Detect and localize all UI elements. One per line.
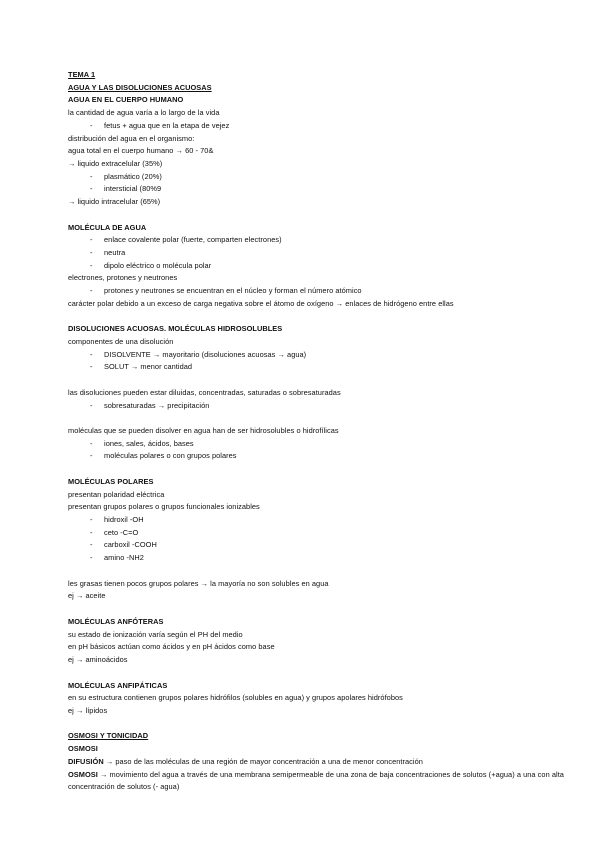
heading-molecula-agua: MOLÉCULA DE AGUA <box>68 222 147 232</box>
bullet-item <box>68 361 573 374</box>
text-line: en pH básicos actúan como ácidos y en pH ácidos como base <box>68 642 275 652</box>
text-line: ej → aminoácidos <box>68 655 128 664</box>
bullet-text: moléculas polares o con grupos polares <box>104 451 237 461</box>
bullet-item <box>68 514 573 527</box>
text-line: presentan polaridad eléctrica <box>68 489 165 499</box>
bullet-text: carboxil -COOH <box>104 540 157 550</box>
bullet-item <box>68 349 573 362</box>
bullet-dash: - <box>90 260 93 270</box>
bullet-item <box>68 120 573 133</box>
bullet-text: protones y neutrones se encuentran en el núcleo y forman el número atómico <box>104 286 362 296</box>
definition-difusion <box>68 756 573 769</box>
bullet-text: neutra <box>104 247 126 257</box>
text-line: → liquido extracelular (35%) <box>68 158 163 168</box>
text-line: en su estructura contienen grupos polares hidrófilos (solubles en agua) y grupos apolares hidrófobos <box>68 693 403 703</box>
bullet-text: hidroxil -OH <box>104 515 144 525</box>
bullet-dash: - <box>90 451 93 461</box>
definition-text: → paso de las moléculas de una región de mayor concentración a una de menor concentración <box>103 756 423 766</box>
bullet-text: SOLUT → menor cantidad <box>104 362 193 372</box>
bullet-item <box>68 552 573 565</box>
heading-osmosi-tonicidad: OSMOSI Y TONICIDAD <box>68 731 149 741</box>
bullet-dash: - <box>90 235 93 245</box>
bullet-text: plasmático (20%) <box>104 171 162 181</box>
bullet-item <box>68 539 573 552</box>
heading-moleculas-anfoteras: MOLÉCULAS ANFÓTERAS <box>68 616 164 626</box>
bullet-dash: - <box>90 553 93 563</box>
bullet-text: fetus + agua que en la etapa de vejez <box>104 120 230 130</box>
bullet-dash: - <box>90 286 93 296</box>
bullet-item <box>68 527 573 540</box>
bullet-text: amino -NH2 <box>104 553 144 563</box>
text-line: → liquido intracelular (65%) <box>68 197 161 207</box>
bullet-dash: - <box>90 120 93 130</box>
subheading-osmosi: OSMOSI <box>68 744 98 754</box>
bullet-item <box>68 234 573 247</box>
text-line: su estado de ionización varía según el PH del medio <box>68 629 243 639</box>
text-line: las disoluciones pueden estar diluidas, concentradas, saturadas o sobresaturadas <box>68 387 341 397</box>
text-line: la cantidad de agua varía a lo largo de la vida <box>68 108 220 118</box>
bullet-item <box>68 438 573 451</box>
heading-moleculas-anfipaticas: MOLÉCULAS ANFIPÁTICAS <box>68 680 168 690</box>
text-line: ej → aceite <box>68 591 106 601</box>
bullet-text: dipolo eléctrico o molécula polar <box>104 260 212 270</box>
heading-agua-cuerpo: AGUA EN EL CUERPO HUMANO <box>68 95 184 105</box>
bullet-item <box>68 171 573 184</box>
text-line: moléculas que se pueden disolver en agua han de ser hidrosolubles o hidrofílicas <box>68 426 339 436</box>
heading-disoluciones: DISOLUCIONES ACUOSAS. MOLÉCULAS HIDROSOLUBLES <box>68 324 283 334</box>
tema-title: TEMA 1 <box>68 70 96 79</box>
bullet-text: enlace covalente polar (fuerte, comparten electrones) <box>104 235 282 245</box>
bullet-dash: - <box>90 540 93 550</box>
bullet-item <box>68 400 573 413</box>
text-line: presentan grupos polares o grupos funcionales ionizables <box>68 502 260 512</box>
bullet-text: iones, sales, ácidos, bases <box>104 438 194 448</box>
text-line: componentes de una disolución <box>68 336 174 346</box>
text-line: carácter polar debido a un exceso de carga negativa sobre el átomo de oxígeno → enlaces de hidrógeno entre ellas <box>68 298 454 308</box>
bullet-text: DISOLVENTE → mayoritario (disoluciones acuosas → agua) <box>104 349 307 359</box>
bullet-item <box>68 247 573 260</box>
bullet-text: sobresaturadas → precipitación <box>104 400 210 410</box>
document-content <box>68 69 573 794</box>
bullet-item <box>68 285 573 298</box>
bullet-text: intersticial (80%9 <box>104 184 162 194</box>
bullet-dash: - <box>90 527 93 537</box>
bullet-dash: - <box>90 515 93 525</box>
text-line: ej → lípidos <box>68 705 108 715</box>
bullet-dash: - <box>90 171 93 181</box>
bullet-dash: - <box>90 184 93 194</box>
text-line: distribución del agua en el organismo: <box>68 133 195 143</box>
term-difusion: DIFUSIÓN <box>68 756 104 766</box>
bullet-dash: - <box>90 349 93 359</box>
tema-subtitle: AGUA Y LAS DISOLUCIONES ACUOSAS <box>68 82 212 92</box>
bullet-dash: - <box>90 247 93 257</box>
definition-text: → movimiento del agua a través de una membrana semipermeable de una zona de baja concentraciones de solutos (+agua) a una con alta concentración de solutos (- agua) <box>68 769 564 792</box>
text-line: electrones, protones y neutrones <box>68 273 178 283</box>
bullet-dash: - <box>90 438 93 448</box>
definition-osmosi <box>68 769 573 794</box>
bullet-dash: - <box>90 362 93 372</box>
bullet-item <box>68 260 573 273</box>
term-osmosi: OSMOSI <box>68 769 98 779</box>
bullet-item <box>68 450 573 463</box>
bullet-dash: - <box>90 400 93 410</box>
bullet-text: ceto -C=O <box>104 527 139 537</box>
heading-moleculas-polares: MOLÉCULAS POLARES <box>68 476 154 486</box>
bullet-item <box>68 183 573 196</box>
text-line: agua total en el cuerpo humano → 60 - 70& <box>68 146 214 156</box>
text-line: les grasas tienen pocos grupos polares → la mayoría no son solubles en agua <box>68 578 329 588</box>
